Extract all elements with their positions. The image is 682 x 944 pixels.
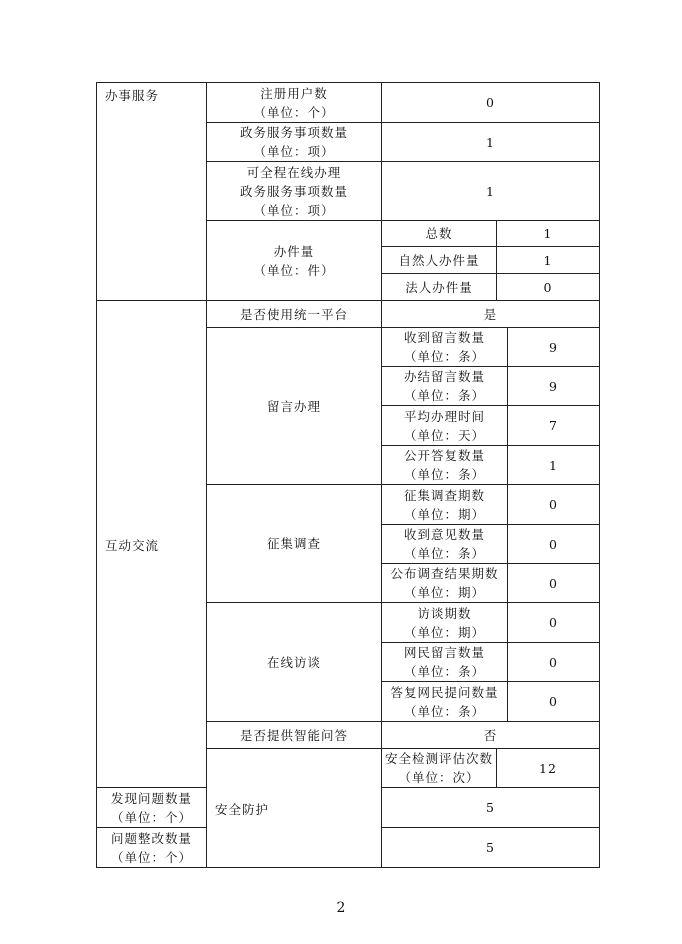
- value-survey-results: 0: [508, 564, 600, 603]
- value-registered-users: 0: [382, 83, 600, 123]
- value-survey-opinions: 0: [508, 525, 600, 564]
- value-survey-periods: 0: [508, 485, 600, 525]
- label-messages-completed: 办结留言数量 （单位：条）: [382, 367, 508, 406]
- value-interview-answers: 0: [508, 682, 600, 722]
- value-service-items: 1: [382, 123, 600, 162]
- value-messages-completed: 9: [508, 367, 600, 406]
- label-survey-results: 公布调查结果期数 （单位：期）: [382, 564, 508, 603]
- label-registered-users: 注册用户数 （单位：个）: [207, 83, 382, 123]
- label-interview: 在线访谈: [207, 603, 382, 722]
- label-cases-total: 总数: [382, 221, 497, 247]
- label-interview-periods: 访谈期数 （单位：期）: [382, 603, 508, 643]
- label-security-checks: 安全检测评估次数 （单位：次）: [382, 749, 497, 788]
- label-messages-avg-time: 平均办理时间 （单位：天）: [382, 406, 508, 446]
- value-messages-avg-time: 7: [508, 406, 600, 446]
- label-interview-answers: 答复网民提问数量 （单位：条）: [382, 682, 508, 722]
- label-cases-natural: 自然人办件量: [382, 247, 497, 274]
- value-interview-messages: 0: [508, 643, 600, 682]
- label-cases-legal: 法人办件量: [382, 274, 497, 301]
- value-cases-legal: 0: [497, 274, 600, 301]
- label-messages-received: 收到留言数量 （单位：条）: [382, 328, 508, 367]
- label-security-fixed: 问题整改数量 （单位：个）: [97, 828, 207, 868]
- label-smart-qa: 是否提供智能问答: [207, 722, 382, 749]
- value-cases-total: 1: [497, 221, 600, 247]
- value-messages-received: 9: [508, 328, 600, 367]
- value-online-items: 1: [382, 162, 600, 221]
- value-smart-qa: 否: [382, 722, 600, 749]
- label-messages: 留言办理: [207, 328, 382, 485]
- label-online-items: 可全程在线办理 政务服务事项数量 （单位：项）: [207, 162, 382, 221]
- value-unified-platform: 是: [382, 301, 600, 328]
- label-security-issues: 发现问题数量 （单位：个）: [97, 788, 207, 828]
- statistics-table: [96, 82, 600, 868]
- category-security: 安全防护: [207, 749, 382, 868]
- label-survey-periods: 征集调查期数 （单位：期）: [382, 485, 508, 525]
- label-cases: 办件量 （单位：件）: [207, 221, 382, 301]
- category-service: 办事服务: [97, 83, 207, 301]
- value-messages-public-replies: 1: [508, 446, 600, 485]
- label-survey: 征集调查: [207, 485, 382, 603]
- category-interaction: 互动交流: [97, 301, 207, 788]
- value-interview-periods: 0: [508, 603, 600, 643]
- label-service-items: 政务服务事项数量 （单位：项）: [207, 123, 382, 162]
- value-cases-natural: 1: [497, 247, 600, 274]
- label-unified-platform: 是否使用统一平台: [207, 301, 382, 328]
- label-interview-messages: 网民留言数量 （单位：条）: [382, 643, 508, 682]
- value-security-issues: 5: [382, 788, 600, 828]
- label-survey-opinions: 收到意见数量 （单位：条）: [382, 525, 508, 564]
- value-security-fixed: 5: [382, 828, 600, 868]
- page-number: 2: [336, 900, 346, 916]
- value-security-checks: 12: [497, 749, 600, 788]
- label-messages-public-replies: 公开答复数量 （单位：条）: [382, 446, 508, 485]
